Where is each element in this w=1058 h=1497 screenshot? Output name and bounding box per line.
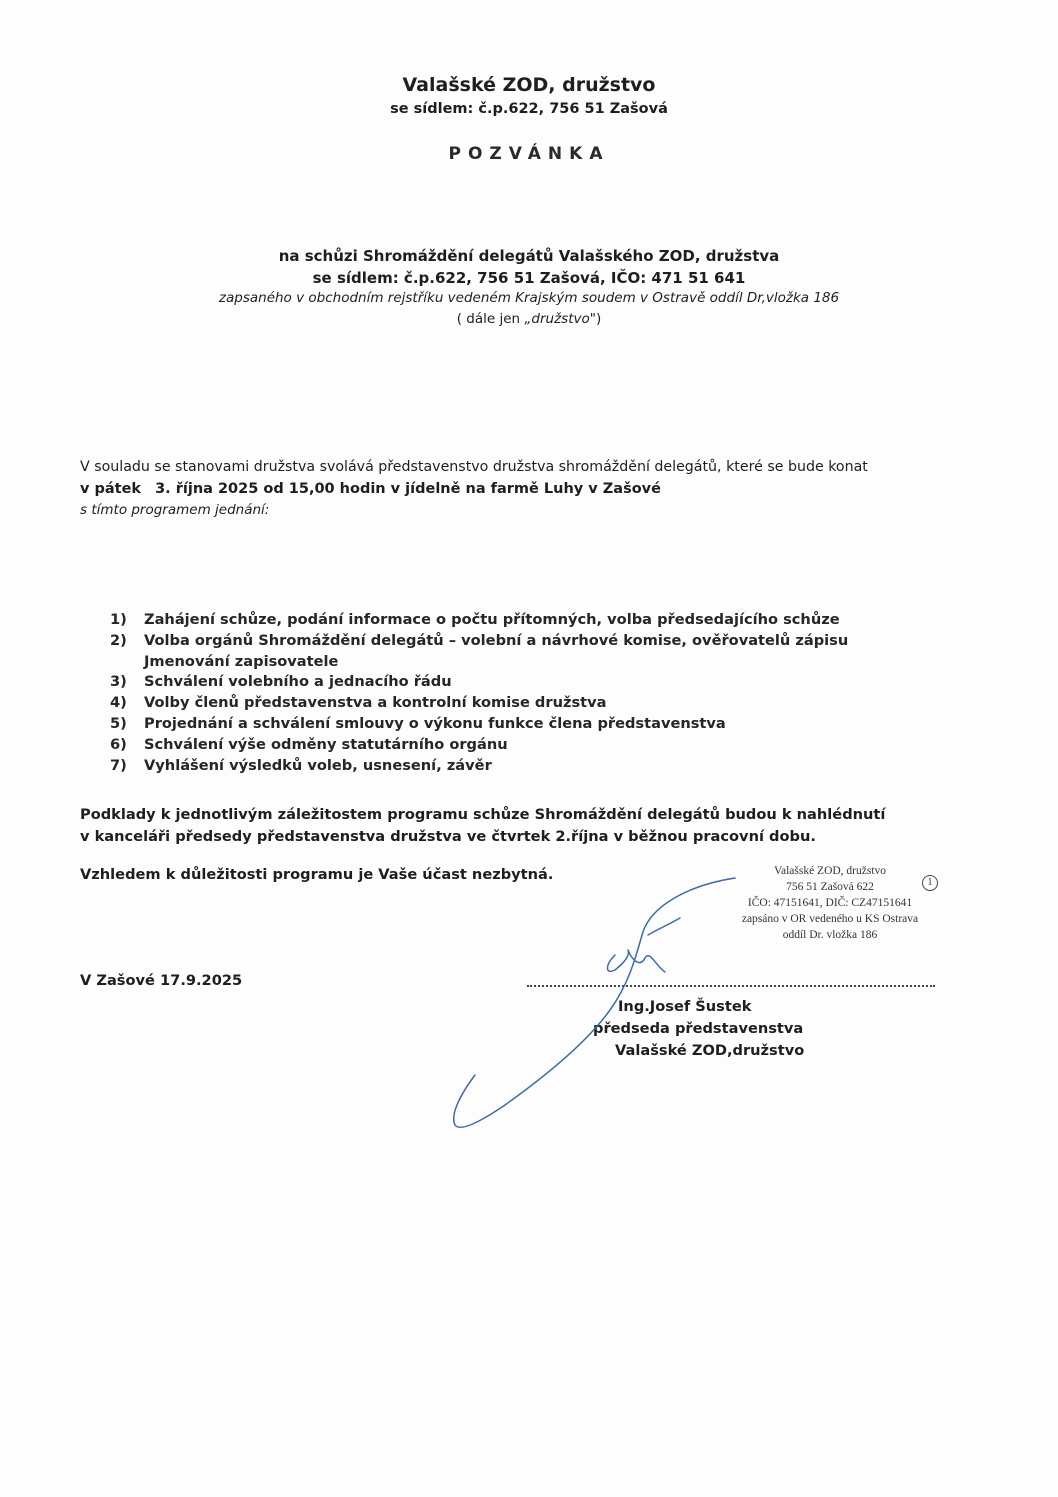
signer-name: Ing.Josef Šustek [618,998,752,1015]
agenda-item [110,610,848,631]
agenda-item-continuation: Jmenování zapisovatele [144,652,339,670]
agenda-list [110,610,848,776]
meeting-details [80,481,661,497]
subtitle-alias [0,311,1058,327]
signature-initials [608,918,681,972]
alias-prefix: ( dále jen [456,311,525,327]
agenda-item [110,631,848,652]
stamp-line-3: IČO: 47151641, DIČ: CZ47151641 [747,897,913,909]
signature-line [527,985,935,987]
alias-quoted: „družstvo" [524,311,596,327]
agenda-item-number: 5) [110,714,127,732]
agenda-item-text: Zahájení schůze, podání informace o počtu přítomných, volba předsedajícího schůze [144,611,840,628]
agenda-item-text: Volba orgánů Shromáždění delegátů – volební a návrhové komise, ověřovatelů zápisu [144,631,849,649]
company-stamp [700,863,960,943]
agenda-item-number: 2) [110,631,127,649]
meeting-day: v pátek [80,481,142,497]
stamp-line-1: Valašské ZOD, družstvo [773,865,887,877]
agenda-item-text: Projednání a schválení smlouvy o výkonu funkce člena představenstva [144,714,726,732]
agenda-item [110,714,848,735]
stamp-line-5: oddíl Dr. vložka 186 [782,929,878,941]
agenda-item-number: 3) [110,673,127,691]
subtitle-line-2: se sídlem: č.p.622, 756 51 Zašová, IČO: 471 51 641 [312,269,746,287]
agenda-item-number: 4) [110,694,127,712]
agenda-item-text: Volby členů představenstva a kontrolní komise družstva [144,694,607,712]
closing-statement: Vzhledem k důležitosti programu je Vaše účast nezbytná. [80,866,554,883]
agenda-item [110,735,848,756]
subtitle-registry: zapsaného v obchodním rejstříku vedeném Krajským soudem v Ostravě oddíl Dr,vložka 186 [218,290,840,306]
agenda-item-text: Vyhlášení výsledků voleb, usnesení, závěr [144,756,492,774]
organization-address: se sídlem: č.p.622, 756 51 Zašová [390,101,668,117]
place-and-date: V Zašové 17.9.2025 [80,972,243,989]
agenda-item [110,693,848,714]
agenda-item-text: Schválení volebního a jednacího řádu [144,673,452,691]
documents-note-line-2: v kanceláři předsedy představenstva družstva ve čtvrtek 2.října v běžnou pracovní dobu. [80,828,816,845]
signer-organization: Valašské ZOD,družstvo [615,1042,805,1059]
stamp-number: 1 [922,875,938,891]
alias-suffix: ) [595,311,602,327]
signer-role: předseda představenstva [593,1020,804,1037]
subtitle-line-1: na schůzi Shromáždění delegátů Valašského ZOD, družstva [278,247,780,265]
stamp-line-4: zapsáno v OR vedeného u KS Ostrava [741,913,919,925]
agenda-item [110,756,848,777]
agenda-item-number: 6) [110,735,127,753]
document-title: POZVÁNKA [448,144,610,164]
organization-name: Valašské ZOD, družstvo [402,74,656,96]
documents-note-line-1: Podklady k jednotlivým záležitostem programu schůze Shromáždění delegátů budou k nahlédnutí [80,806,886,823]
meeting-date-place: 3. října 2025 od 15,00 hodin v jídelně na farmě Luhy v Zašové [155,481,661,497]
agenda-item-text: Schválení výše odměny statutárního orgánu [144,735,508,753]
agenda-item [110,672,848,693]
program-intro: s tímto programem jednání: [80,502,270,518]
agenda-item-number: 7) [110,756,127,774]
intro-paragraph: V souladu se stanovami družstva svolává představenstvo družstva shromáždění delegátů, které se bude konat [80,459,868,475]
stamp-line-2: 756 51 Zašová 622 [786,881,874,893]
agenda-item-number: 1) [110,611,127,628]
